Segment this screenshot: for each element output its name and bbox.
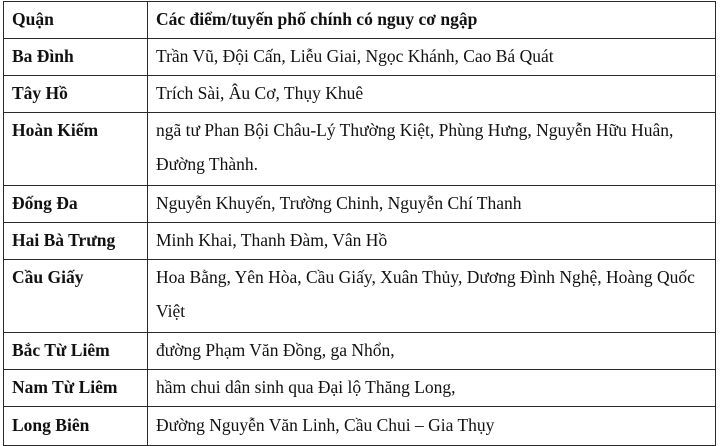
column-header-district: Quận — [4, 2, 148, 39]
table-header-row — [4, 2, 716, 39]
district-cell: Tây Hồ — [4, 76, 148, 113]
streets-cell: ngã tư Phan Bội Châu-Lý Thường Kiệt, Phùng Hưng, Nguyễn Hữu Huân, Đường Thành. — [148, 113, 716, 186]
table-row — [4, 113, 716, 186]
district-cell: Nam Từ Liêm — [4, 370, 148, 407]
district-cell: Ba Đình — [4, 39, 148, 76]
streets-cell: Hoa Bằng, Yên Hòa, Cầu Giấy, Xuân Thủy, Dương Đình Nghệ, Hoàng Quốc Việt — [148, 260, 716, 333]
streets-cell: đường Phạm Văn Đồng, ga Nhổn, — [148, 333, 716, 370]
district-cell: Cầu Giấy — [4, 260, 148, 333]
streets-cell: Nguyễn Khuyến, Trường Chinh, Nguyễn Chí Thanh — [148, 186, 716, 223]
streets-cell: Minh Khai, Thanh Đàm, Vân Hồ — [148, 223, 716, 260]
table-row — [4, 333, 716, 370]
table-row — [4, 370, 716, 407]
column-header-streets: Các điểm/tuyến phố chính có nguy cơ ngập — [148, 2, 716, 39]
district-cell: Đống Đa — [4, 186, 148, 223]
district-cell: Long Biên — [4, 407, 148, 446]
streets-cell: hầm chui dân sinh qua Đại lộ Thăng Long, — [148, 370, 716, 407]
streets-cell: Đường Nguyễn Văn Linh, Cầu Chui – Gia Thụy — [148, 407, 716, 446]
flood-risk-table — [3, 1, 716, 446]
district-cell: Hoàn Kiếm — [4, 113, 148, 186]
district-cell: Bắc Từ Liêm — [4, 333, 148, 370]
table-row — [4, 223, 716, 260]
table-row — [4, 76, 716, 113]
district-cell: Hai Bà Trưng — [4, 223, 148, 260]
table-row — [4, 260, 716, 333]
table-row — [4, 186, 716, 223]
streets-cell: Trích Sài, Âu Cơ, Thụy Khuê — [148, 76, 716, 113]
table-row — [4, 407, 716, 446]
streets-cell: Trần Vũ, Đội Cấn, Liễu Giai, Ngọc Khánh, Cao Bá Quát — [148, 39, 716, 76]
table-row — [4, 39, 716, 76]
